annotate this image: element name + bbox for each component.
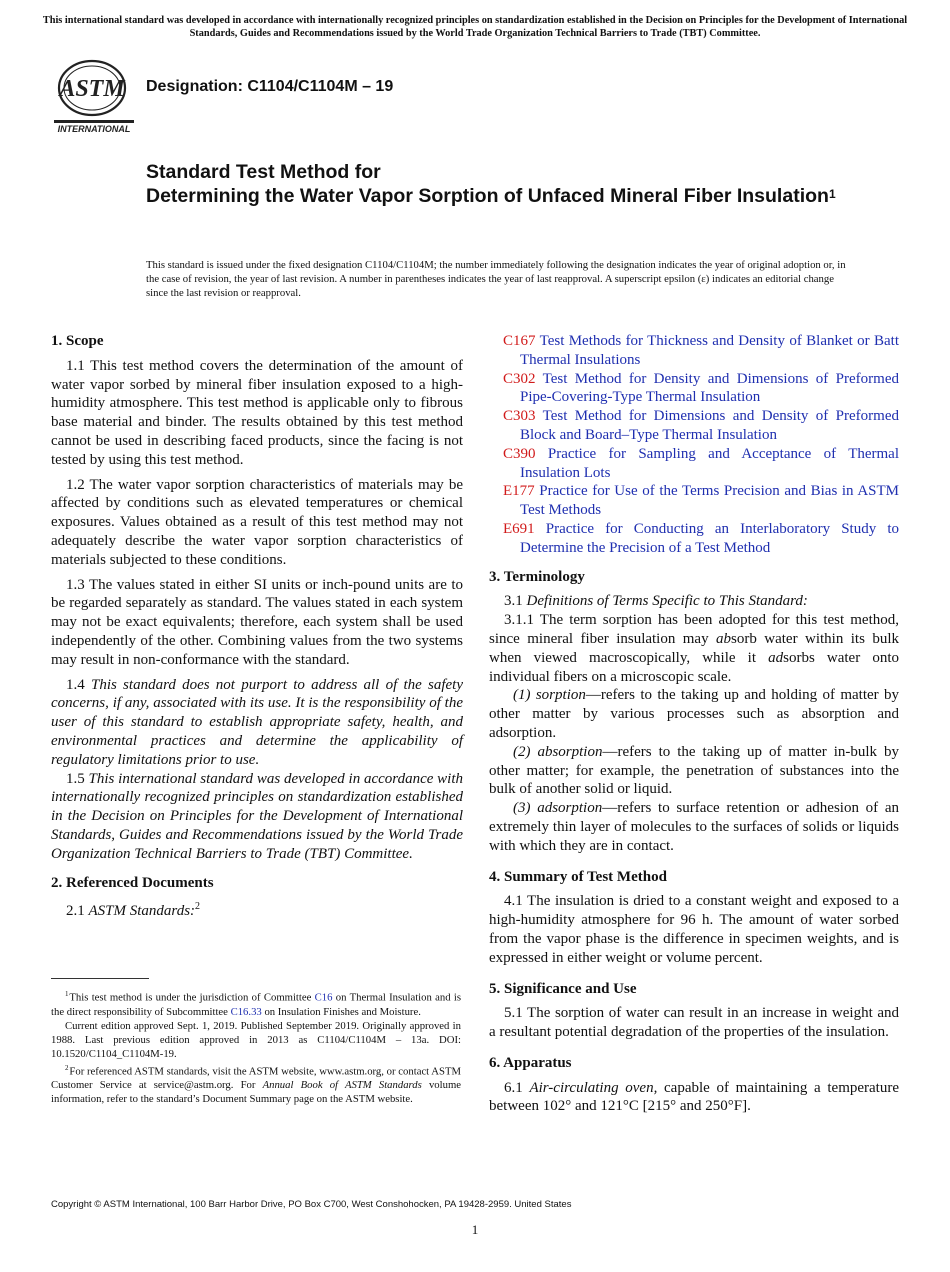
- paragraph-number: 1.4: [66, 676, 85, 693]
- left-column: [51, 332, 463, 927]
- paragraph-4-1: 4.1 The insulation is dried to a constant weight and exposed to a high-humidity atmosphere for 96 h. The amount of water sorbed from the vapor phase is the difference in specimen weights, and is expressed in either weight or volume percent.: [489, 893, 899, 966]
- paragraph-1-2: 1.2 The water vapor sorption characteristics of materials may be affected by conditions such as elevated temperatures or chemical exposures. Values obtained as a result of this test method may not adequately describe the water vapor sorption characteristics of materials subjected to these conditions.: [51, 476, 463, 568]
- emphasis: ab: [716, 630, 732, 647]
- paragraph-1-4: [51, 676, 463, 770]
- safety-statement: This standard does not purport to address all of the safety concerns, if any, associated with its use. It is the responsibility of the user of this standard to establish appropriate safety, health, and environmental practices and determine the applicability of regulatory limitations prior to use.: [51, 676, 464, 768]
- tbt-statement: This international standard was developed in accordance with internationally recognized principles on standardization established in the Decision on Principles for the Development of International Standards, Guides and Recommendations issued by the World Trade Organization Technical Barriers to Trade (TBT) Committee.: [51, 770, 463, 862]
- title-main: Determining the Water Vapor Sorption of Unfaced Mineral Fiber Insulation: [146, 185, 829, 207]
- emphasis: ad: [768, 649, 784, 666]
- footnote-1: [51, 987, 461, 1019]
- reference-item[interactable]: [489, 407, 899, 445]
- footnote-text: For referenced ASTM standards, visit the ASTM website, www.astm.org, or contact ASTM Customer Service at service@astm.org. For: [51, 1065, 461, 1092]
- footnote-text: on Insulation Finishes and Moisture.: [261, 1005, 421, 1018]
- paragraph-text: sorb water within its bulk when viewed macroscopically, while it: [489, 630, 899, 666]
- footnote-divider: [51, 978, 149, 979]
- right-column: [489, 332, 899, 1122]
- reference-code[interactable]: C167: [503, 333, 536, 349]
- footnote-text: This test method is under the jurisdiction of Committee: [69, 991, 315, 1004]
- copyright-notice: Copyright © ASTM International, 100 Barr Harbor Drive, PO Box C700, West Conshohocken, PA 19428-2959. United States: [51, 1199, 572, 1210]
- paragraph-5-1: 5.1 The sorption of water can result in an increase in weight and a resultant potential degradation of the properties of the insulation.: [489, 1005, 899, 1041]
- footnote-text: on Thermal Insulation and is the direct responsibility of Subcommittee: [51, 991, 462, 1018]
- term: (2) absorption: [513, 743, 603, 760]
- footnote-text: Annual Book of ASTM Standards: [262, 1079, 422, 1092]
- title-line-1: Standard Test Method for: [146, 161, 381, 183]
- tbt-notice: This international standard was developed in accordance with internationally recognized principles on standardization established in the Decision on Principles for the Development of International Standards, Guides and Recommendations issued by the World Trade Organization Technical Barriers to Trade (TBT) Committee.: [42, 15, 908, 39]
- paragraph-number: 6.1: [504, 1079, 523, 1096]
- reference-item[interactable]: [489, 520, 899, 558]
- svg-text:ASTM: ASTM: [59, 76, 125, 102]
- term: (3) adsorption: [513, 800, 603, 817]
- apparatus-name: Air-circulating oven,: [529, 1079, 658, 1096]
- title-line-2: [146, 184, 846, 210]
- reference-title[interactable]: Test Methods for Thickness and Density of Blanket or Batt Thermal Insulations: [520, 333, 899, 368]
- definition-text: —refers to the taking up and holding of matter by other matter by various processes such as absorption and adsorption.: [489, 687, 899, 741]
- paragraph-number: 3.1: [504, 593, 523, 610]
- paragraph-text: sorbs water onto individual fibers on a microscopic scale.: [489, 649, 899, 685]
- subcommittee-link[interactable]: C16.33: [230, 1005, 262, 1018]
- committee-link[interactable]: C16: [314, 991, 333, 1004]
- section-heading-apparatus: 6. Apparatus: [489, 1054, 572, 1071]
- paragraph-1-1: 1.1 This test method covers the determination of the amount of water vapor sorbed by mineral fiber insulation exposed to a high-humidity atmosphere. This test method is applicable only to fibrous base material and binder. The results obtained by this test method cannot be used in describing faced products, since the facing is not tested by using this test method.: [51, 357, 463, 468]
- astm-logo: [52, 58, 136, 134]
- definition-absorption: [489, 743, 899, 799]
- footnote-2: [51, 1061, 461, 1107]
- footnote-edition: Current edition approved Sept. 1, 2019. Published September 2019. Originally approved in 1988. Last previous edition approved in 2013 as C1104/C1104M – 13a. DOI: 10.1520/C1104_C1104M-19.: [51, 1019, 461, 1060]
- reference-item[interactable]: [489, 445, 899, 483]
- issuance-statement: This standard is issued under the fixed designation C1104/C1104M; the number immediately following the designation indicates the year of original adoption or, in the case of revision, the year of last revision. A number in parentheses indicates the year of last reapproval. A superscript epsilon (ε) indicates an editorial change since the last revision or reapproval.: [146, 259, 846, 299]
- reference-code[interactable]: E691: [503, 520, 535, 537]
- paragraph-number: 2.1: [66, 903, 85, 920]
- reference-item[interactable]: [489, 332, 899, 370]
- designation: Designation: C1104/C1104M – 19: [146, 78, 394, 95]
- footnote-mark: 2: [65, 1063, 69, 1072]
- astm-logo-icon: [52, 58, 136, 134]
- reference-item[interactable]: [489, 370, 899, 408]
- paragraph-number: 1.5: [66, 770, 85, 787]
- reference-title[interactable]: Practice for Conducting an Interlaboratory Study to Determine the Precision of a Test Method: [520, 520, 899, 556]
- paragraph-2-1: [51, 898, 463, 921]
- astm-standards-label: ASTM Standards:: [88, 903, 196, 920]
- paragraph-text: 3.1.1 The term sorption has been adopted for this test method, since mineral fiber insulation may: [489, 612, 899, 647]
- footnotes: [51, 987, 461, 1106]
- page-number: 1: [471, 1222, 479, 1237]
- paragraph-text: capable of maintaining a temperature between 102° and 121°C [215° and 250°F].: [489, 1079, 899, 1115]
- document-title: [146, 160, 846, 210]
- definition-sorption: [489, 686, 899, 742]
- section-heading-significance: 5. Significance and Use: [489, 980, 637, 997]
- reference-title[interactable]: Practice for Use of the Terms Precision and Bias in ASTM Test Methods: [520, 483, 900, 519]
- reference-list: [489, 332, 899, 558]
- footnote-ref: 2: [195, 901, 201, 913]
- definition-text: —refers to the taking up of matter in-bulk by other matter; for example, the penetration of substances into the bulk of another solid or liquid.: [489, 743, 900, 798]
- definition-adsorption: [489, 799, 899, 855]
- reference-code[interactable]: E177: [503, 483, 535, 500]
- reference-title[interactable]: Practice for Sampling and Acceptance of Thermal Insulation Lots: [520, 445, 899, 481]
- title-footnote-mark: 1: [828, 187, 836, 201]
- logo-text: INTERNATIONAL: [57, 124, 131, 134]
- paragraph-1-3: 1.3 The values stated in either SI units or inch-pound units are to be regarded separately as standard. The values stated in each system may not be exact equivalents; therefore, each system shall be used independently of the other. Combining values from the two systems may result in non-conformance with the standard.: [51, 576, 463, 668]
- reference-item[interactable]: [489, 482, 899, 520]
- paragraph-3-1-1: [489, 611, 899, 686]
- reference-code[interactable]: C390: [503, 445, 536, 462]
- footnote-mark: 1: [65, 990, 69, 998]
- definition-text: —refers to surface retention or adhesion of an extremely thin layer of molecules to the surfaces of solids or liquids with which they are in contact.: [489, 800, 899, 854]
- footnote-text: volume information, refer to the standard’s Document Summary page on the ASTM website.: [51, 1079, 462, 1106]
- reference-title[interactable]: Test Method for Density and Dimensions of Preformed Pipe-Covering-Type Thermal Insulation: [520, 370, 899, 406]
- section-heading-scope: 1. Scope: [51, 333, 104, 349]
- paragraph-1-5: [51, 770, 463, 864]
- reference-code[interactable]: C303: [503, 408, 536, 425]
- section-heading-terminology: 3. Terminology: [489, 568, 585, 585]
- paragraph-6-1: [489, 1079, 899, 1117]
- section-heading-summary: 4. Summary of Test Method: [489, 868, 667, 885]
- paragraph-3-1: [489, 592, 899, 611]
- reference-title[interactable]: Test Method for Dimensions and Density of Preformed Block and Board–Type Thermal Insulation: [520, 408, 899, 443]
- section-heading-referenced-documents: 2. Referenced Documents: [51, 874, 214, 891]
- definitions-label: Definitions of Terms Specific to This Standard:: [526, 593, 808, 610]
- term: (1) sorption: [513, 687, 586, 704]
- reference-code[interactable]: C302: [503, 370, 536, 387]
